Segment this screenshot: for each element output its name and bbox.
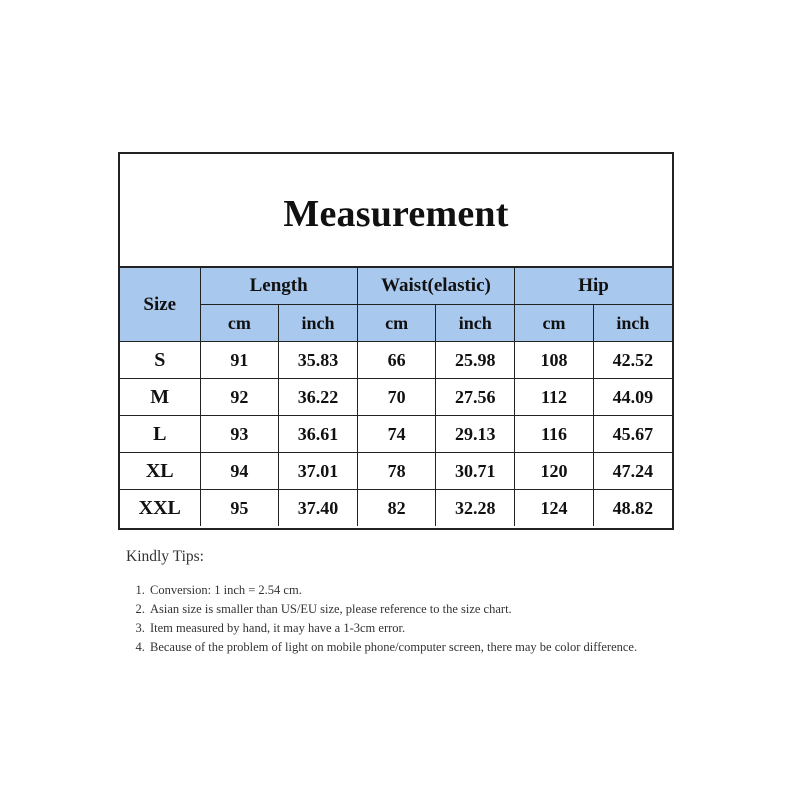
table-cell: 124 (515, 490, 594, 527)
size-cell: L (120, 416, 200, 453)
table-row (120, 342, 672, 379)
unit-header: inch (436, 305, 515, 342)
table-row (120, 416, 672, 453)
table-cell: 30.71 (436, 453, 515, 490)
header-waist: Waist(elastic) (357, 268, 514, 305)
table-cell: 44.09 (593, 379, 672, 416)
list-item: 1. Conversion: 1 inch = 2.54 cm. (148, 582, 686, 598)
kindly-tips (126, 548, 686, 658)
size-chart (118, 152, 674, 530)
table-cell: 37.01 (279, 453, 358, 490)
table-cell: 36.22 (279, 379, 358, 416)
header-row-units (120, 305, 672, 342)
size-cell: XL (120, 453, 200, 490)
table-cell: 82 (357, 490, 436, 527)
table-cell: 74 (357, 416, 436, 453)
table-row (120, 490, 672, 527)
table-row (120, 379, 672, 416)
table-cell: 25.98 (436, 342, 515, 379)
unit-header: cm (200, 305, 279, 342)
header-row-groups (120, 268, 672, 305)
list-item: 3. Item measured by hand, it may have a 1-3cm error. (148, 620, 686, 636)
unit-header: cm (515, 305, 594, 342)
unit-header: inch (593, 305, 672, 342)
title-box (120, 154, 672, 268)
list-item: 4. Because of the problem of light on mobile phone/computer screen, there may be color difference. (148, 639, 686, 655)
unit-header: inch (279, 305, 358, 342)
table-cell: 66 (357, 342, 436, 379)
list-item: 2. Asian size is smaller than US/EU size, please reference to the size chart. (148, 601, 686, 617)
table-cell: 120 (515, 453, 594, 490)
tips-title: Kindly Tips: (126, 548, 204, 565)
table-cell: 32.28 (436, 490, 515, 527)
table-cell: 93 (200, 416, 279, 453)
table-cell: 29.13 (436, 416, 515, 453)
size-cell: S (120, 342, 200, 379)
table-cell: 95 (200, 490, 279, 527)
table-cell: 48.82 (593, 490, 672, 527)
table-cell: 35.83 (279, 342, 358, 379)
header-size: Size (120, 268, 200, 342)
table-row (120, 453, 672, 490)
size-cell: XXL (120, 490, 200, 527)
table-cell: 27.56 (436, 379, 515, 416)
table-cell: 78 (357, 453, 436, 490)
size-table (120, 268, 672, 526)
chart-title: Measurement (283, 193, 509, 235)
table-cell: 92 (200, 379, 279, 416)
table-cell: 91 (200, 342, 279, 379)
table-cell: 47.24 (593, 453, 672, 490)
table-cell: 112 (515, 379, 594, 416)
size-cell: M (120, 379, 200, 416)
header-length: Length (200, 268, 357, 305)
header-hip: Hip (515, 268, 672, 305)
tips-list (126, 582, 686, 655)
table-cell: 36.61 (279, 416, 358, 453)
table-cell: 116 (515, 416, 594, 453)
table-cell: 42.52 (593, 342, 672, 379)
table-cell: 37.40 (279, 490, 358, 527)
table-cell: 94 (200, 453, 279, 490)
unit-header: cm (357, 305, 436, 342)
table-cell: 70 (357, 379, 436, 416)
table-cell: 108 (515, 342, 594, 379)
table-cell: 45.67 (593, 416, 672, 453)
